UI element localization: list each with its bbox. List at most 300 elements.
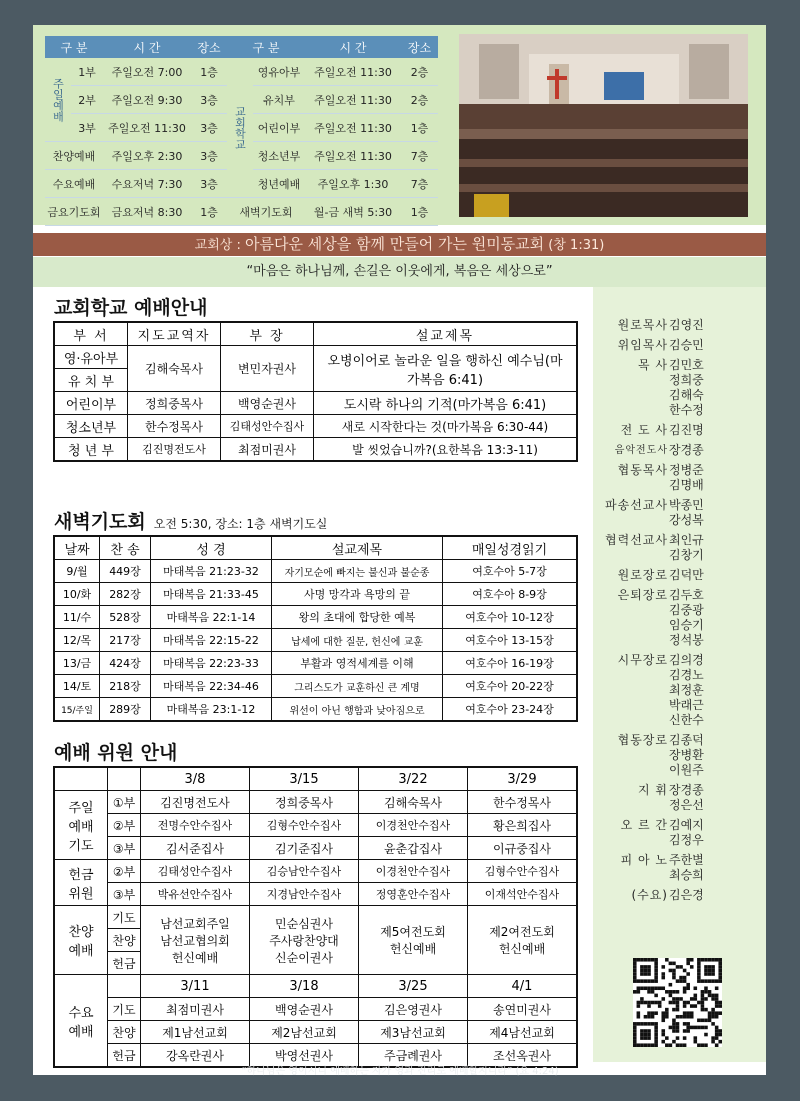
qr-module <box>651 990 655 994</box>
qr-module <box>637 1004 641 1008</box>
qr-module <box>672 962 676 966</box>
qr-module <box>669 990 673 994</box>
qr-module <box>640 979 644 983</box>
staff-name: 김정우 <box>669 833 704 847</box>
qr-module <box>679 1043 683 1047</box>
qr-module <box>644 1043 648 1047</box>
qr-module <box>654 994 658 998</box>
edu-sermon: 새로 시작한다는 것(마가복음 6:30-44) <box>314 415 578 438</box>
qr-module <box>683 969 687 973</box>
qr-module <box>694 1036 698 1040</box>
qr-module <box>647 972 651 976</box>
qr-module <box>676 1008 680 1012</box>
dawn-date: 15/주일 <box>54 698 100 722</box>
dawn-scripture: 마태복음 22:23-33 <box>151 652 272 675</box>
qr-module <box>644 972 648 976</box>
qr-module <box>715 1029 719 1033</box>
svc-part: 기도 <box>108 998 141 1021</box>
qr-module <box>718 962 722 966</box>
qr-module <box>679 976 683 980</box>
qr-module <box>686 1022 690 1026</box>
qr-module <box>676 990 680 994</box>
qr-module <box>701 1026 705 1030</box>
qr-module <box>708 972 712 976</box>
dawn-reading: 여호수아 13-15장 <box>443 629 578 652</box>
qr-module <box>718 958 722 962</box>
dawn-sermon: 왕의 초대에 합당한 예복 <box>272 606 443 629</box>
schedule-time: 금요저녁 8:30 <box>103 198 191 226</box>
qr-module <box>704 990 708 994</box>
schedule-time: 주일오후 2:30 <box>103 142 191 170</box>
svc-name: 백영순권사 <box>250 998 359 1021</box>
staff-role: 원로장로 <box>617 568 668 582</box>
qr-module <box>637 1011 641 1015</box>
qr-module <box>651 958 655 962</box>
qr-module <box>644 1036 648 1040</box>
svc-name: 김승남안수집사 <box>250 860 359 883</box>
qr-module <box>633 958 637 962</box>
svc-date: 3/15 <box>250 767 359 791</box>
qr-module <box>686 1026 690 1030</box>
qr-module <box>686 983 690 987</box>
svc-corner <box>108 767 141 791</box>
schedule-time: 주일오전 7:00 <box>103 58 191 86</box>
qr-module <box>715 1011 719 1015</box>
qr-module <box>644 1001 648 1005</box>
dawn-scripture: 마태복음 22:15-22 <box>151 629 272 652</box>
svc-corner <box>54 767 108 791</box>
qr-module <box>644 1022 648 1026</box>
qr-module <box>711 972 715 976</box>
qr-module <box>676 1015 680 1019</box>
qr-module <box>647 1015 651 1019</box>
edu-pastor: 한수정목사 <box>128 415 221 438</box>
qr-module <box>715 1015 719 1019</box>
qr-module <box>637 1001 641 1005</box>
qr-module <box>651 1001 655 1005</box>
qr-module <box>654 976 658 980</box>
praise-line: 남선교협의회 <box>160 933 230 948</box>
qr-module <box>640 958 644 962</box>
qr-module <box>711 1036 715 1040</box>
schedule-place: 7층 <box>401 170 438 198</box>
staff-role: 위임목사 <box>617 338 668 352</box>
qr-module <box>654 1036 658 1040</box>
qr-module <box>701 1008 705 1012</box>
wednesday-service-label: 수요예배 <box>54 975 108 1068</box>
qr-code-graphic <box>633 958 722 1047</box>
svc-name: 김진명전도사 <box>141 791 250 814</box>
qr-module <box>686 962 690 966</box>
qr-module <box>640 1043 644 1047</box>
svc-part: ②부 <box>108 814 141 837</box>
schedule-time: 주일오전 11:30 <box>305 86 401 114</box>
qr-module <box>694 994 698 998</box>
edu-dept: 청 년 부 <box>54 438 128 462</box>
staff-role: 은퇴장로 <box>617 588 668 602</box>
schedule-header: 장소 <box>191 36 227 58</box>
qr-module <box>676 1043 680 1047</box>
qr-module <box>704 1026 708 1030</box>
qr-module <box>708 994 712 998</box>
svc-name: 제2남선교회 <box>250 1021 359 1044</box>
qr-module <box>644 1033 648 1037</box>
qr-module <box>658 1004 662 1008</box>
offering-label: 헌금위원 <box>54 860 108 906</box>
qr-module <box>711 994 715 998</box>
qr-module <box>683 1015 687 1019</box>
qr-module <box>672 1019 676 1023</box>
svc-name: 김은영권사 <box>359 998 468 1021</box>
qr-module <box>633 969 637 973</box>
dawn-sermon: 그리스도가 교훈하신 큰 계명 <box>272 675 443 698</box>
schedule-time: 주일오전 11:30 <box>305 142 401 170</box>
qr-module <box>661 1019 665 1023</box>
staff-role: 전 도 사 <box>620 423 668 437</box>
qr-module <box>661 986 665 990</box>
staff-name: 박종민 <box>669 498 704 512</box>
qr-module <box>672 976 676 980</box>
qr-module <box>661 1011 665 1015</box>
qr-module <box>683 1029 687 1033</box>
sunday-prayer-label: 주일예배기도 <box>54 791 108 860</box>
edu-dept: 어린이부 <box>54 392 128 415</box>
praise-cell <box>359 906 468 975</box>
edu-pastor: 김진명전도사 <box>128 438 221 462</box>
staff-role: (수요) <box>631 888 668 902</box>
staff-row <box>578 443 738 458</box>
qr-module <box>644 969 648 973</box>
qr-module <box>686 972 690 976</box>
qr-module <box>718 1001 722 1005</box>
svc-name: 이경천안수집사 <box>359 860 468 883</box>
svc-name: 한수정목사 <box>468 791 578 814</box>
staff-name: 박래근 <box>669 698 704 712</box>
qr-module <box>637 1022 641 1026</box>
qr-module <box>694 1026 698 1030</box>
staff-name: 이원주 <box>669 763 704 777</box>
qr-module <box>697 958 701 962</box>
staff-name: 김진명 <box>669 423 704 437</box>
edu-head: 변민자권사 <box>221 346 314 392</box>
qr-module <box>640 1036 644 1040</box>
staff-name: 장병환 <box>669 748 704 762</box>
qr-module <box>647 958 651 962</box>
qr-module <box>633 972 637 976</box>
staff-name: 최인규 <box>669 533 704 547</box>
qr-module <box>658 986 662 990</box>
qr-module <box>697 1001 701 1005</box>
svc-name: 지경남안수집사 <box>250 883 359 906</box>
staff-name: 정석봉 <box>669 633 704 647</box>
qr-module <box>651 1043 655 1047</box>
edu-header: 지도교역자 <box>128 322 221 346</box>
qr-module <box>665 990 669 994</box>
qr-module <box>661 1033 665 1037</box>
svc-name: 박유선안수집사 <box>141 883 250 906</box>
qr-module <box>644 1015 648 1019</box>
dawn-date: 10/화 <box>54 583 100 606</box>
staff-role: 협력선교사 <box>605 533 668 547</box>
qr-module <box>679 997 683 1001</box>
qr-module <box>654 1043 658 1047</box>
qr-module <box>701 997 705 1001</box>
schedule-header: 시 간 <box>305 36 401 58</box>
qr-module <box>704 1043 708 1047</box>
qr-module <box>704 979 708 983</box>
qr-module <box>640 986 644 990</box>
qr-module <box>658 1001 662 1005</box>
qr-module <box>647 965 651 969</box>
qr-module <box>686 1029 690 1033</box>
schedule-place: 3층 <box>191 114 227 142</box>
qr-module <box>697 962 701 966</box>
staff-role: 오 르 간 <box>620 818 668 832</box>
svc-date: 3/11 <box>141 975 250 998</box>
edu-header: 설교제목 <box>314 322 578 346</box>
dawn-hymn: 217장 <box>100 629 151 652</box>
qr-module <box>683 1011 687 1015</box>
qr-module <box>686 1011 690 1015</box>
qr-module <box>686 1001 690 1005</box>
svc-name: 정희중목사 <box>250 791 359 814</box>
schedule-header: 장소 <box>401 36 438 58</box>
qr-module <box>718 965 722 969</box>
qr-module <box>704 1033 708 1037</box>
praise-line: 헌신예배 <box>389 942 437 956</box>
svc-part: ②부 <box>108 860 141 883</box>
staff-role: 원로목사 <box>617 318 668 332</box>
edu-pastor: 김해숙목사 <box>128 346 221 392</box>
qr-module <box>708 1011 712 1015</box>
qr-module <box>633 1022 637 1026</box>
dawn-reading: 여호수아 5-7장 <box>443 560 578 583</box>
qr-module <box>647 1022 651 1026</box>
qr-module <box>665 1043 669 1047</box>
edu-header: 부 서 <box>54 322 128 346</box>
dawn-title-text: 새벽기도회 <box>54 511 146 533</box>
schedule-place: 3층 <box>191 86 227 114</box>
qr-module <box>711 1040 715 1044</box>
dawn-scripture: 마태복음 21:23-32 <box>151 560 272 583</box>
staff-name: 최정훈 <box>669 683 704 697</box>
dawn-header: 설교제목 <box>272 536 443 560</box>
qr-module <box>715 979 719 983</box>
staff-role: 피 아 노 <box>620 853 668 867</box>
qr-module <box>654 986 658 990</box>
dawn-prayer-table <box>53 535 578 722</box>
staff-name: 김명배 <box>669 478 704 492</box>
dawn-reading: 여호수아 20-22장 <box>443 675 578 698</box>
qr-module <box>669 969 673 973</box>
qr-module <box>686 958 690 962</box>
qr-module <box>661 997 665 1001</box>
worship-schedule-table <box>45 36 438 226</box>
qr-module <box>637 986 641 990</box>
praise-line: 남선교회주일 <box>160 916 230 931</box>
staff-row <box>578 853 738 883</box>
staff-name: 김창기 <box>669 548 704 562</box>
qr-module <box>651 1015 655 1019</box>
qr-module <box>676 1036 680 1040</box>
staff-directory <box>578 318 738 908</box>
schedule-label: 영유아부 <box>253 58 305 86</box>
qr-module <box>718 969 722 973</box>
schedule-header-row <box>45 36 438 58</box>
qr-module <box>651 1011 655 1015</box>
dawn-date: 14/토 <box>54 675 100 698</box>
svc-part: 기도 <box>108 906 141 929</box>
svc-name: 김형수안수집사 <box>250 814 359 837</box>
qr-module <box>669 962 673 966</box>
dawn-sermon: 사명 망각과 욕망의 끝 <box>272 583 443 606</box>
schedule-label: 1부 <box>71 58 103 86</box>
qr-module <box>654 965 658 969</box>
svc-date: 3/25 <box>359 975 468 998</box>
dawn-date: 11/수 <box>54 606 100 629</box>
qr-module <box>647 986 651 990</box>
motto-prefix: 교회상 : <box>194 238 245 253</box>
staff-name: 김예지 <box>669 818 704 832</box>
qr-module <box>669 1043 673 1047</box>
qr-module <box>647 1029 651 1033</box>
qr-module <box>644 1029 648 1033</box>
schedule-place: 3층 <box>191 142 227 170</box>
staff-row <box>578 533 738 563</box>
staff-role: 파송선교사 <box>605 498 668 512</box>
staff-row <box>578 888 738 903</box>
qr-module <box>665 1036 669 1040</box>
qr-module <box>633 990 637 994</box>
qr-module <box>637 990 641 994</box>
qr-module <box>715 958 719 962</box>
qr-code[interactable] <box>633 958 722 1047</box>
qr-module <box>690 965 694 969</box>
qr-module <box>665 1008 669 1012</box>
qr-module <box>715 994 719 998</box>
qr-module <box>676 979 680 983</box>
qr-module <box>711 1015 715 1019</box>
qr-module <box>701 958 705 962</box>
svc-part: 헌금 <box>108 1044 141 1068</box>
staff-row <box>578 733 738 778</box>
schedule-label: 어린이부 <box>253 114 305 142</box>
qr-module <box>694 1004 698 1008</box>
svc-name: 제4남선교회 <box>468 1021 578 1044</box>
qr-module <box>633 962 637 966</box>
qr-module <box>701 994 705 998</box>
qr-module <box>690 1026 694 1030</box>
praise-line: 주사랑찬양대 <box>269 933 339 948</box>
qr-module <box>683 986 687 990</box>
edu-dept: 청소년부 <box>54 415 128 438</box>
staff-role: 목 사 <box>638 358 668 372</box>
qr-module <box>697 1043 701 1047</box>
staff-name: 김영진 <box>669 318 704 332</box>
schedule-label: 청소년부 <box>253 142 305 170</box>
staff-name: 김의경 <box>669 653 704 667</box>
schedule-header: 구 분 <box>227 36 305 58</box>
qr-module <box>640 1029 644 1033</box>
qr-module <box>715 997 719 1001</box>
qr-module <box>690 997 694 1001</box>
church-school-group: 교회학교 <box>227 58 253 198</box>
qr-module <box>644 979 648 983</box>
svc-name: 김태성안수집사 <box>141 860 250 883</box>
qr-module <box>715 986 719 990</box>
staff-role: 지 휘 <box>638 783 668 797</box>
qr-module <box>654 958 658 962</box>
qr-module <box>654 1001 658 1005</box>
qr-module <box>633 979 637 983</box>
church-school-table <box>53 321 578 462</box>
qr-module <box>718 1029 722 1033</box>
svc-name: 김해숙목사 <box>359 791 468 814</box>
dawn-date: 13/금 <box>54 652 100 675</box>
qr-module <box>679 965 683 969</box>
qr-module <box>661 976 665 980</box>
schedule-place: 3층 <box>191 170 227 198</box>
svc-name: 김기준집사 <box>250 837 359 860</box>
qr-module <box>701 1004 705 1008</box>
schedule-place: 1층 <box>191 58 227 86</box>
staff-name: 정희중 <box>669 373 704 387</box>
dawn-reading: 여호수아 23-24장 <box>443 698 578 722</box>
edu-head: 김태성안수집사 <box>221 415 314 438</box>
svc-part: ③부 <box>108 883 141 906</box>
schedule-header: 시 간 <box>103 36 191 58</box>
qr-module <box>718 1033 722 1037</box>
staff-name: 신한수 <box>669 713 704 727</box>
staff-name: 최승희 <box>669 868 704 882</box>
qr-module <box>640 1033 644 1037</box>
dawn-subtitle: 오전 5:30, 장소: 1층 새벽기도실 <box>153 517 328 531</box>
svc-date: 3/8 <box>141 767 250 791</box>
qr-module <box>661 965 665 969</box>
schedule-place: 1층 <box>401 198 438 226</box>
svc-date: 4/1 <box>468 975 578 998</box>
motto-reference: (창 1:31) <box>544 238 605 253</box>
svc-name: 강옥란권사 <box>141 1044 250 1068</box>
schedule-time: 주일오후 1:30 <box>305 170 401 198</box>
praise-cell <box>250 906 359 975</box>
schedule-time: 수요저녁 7:30 <box>103 170 191 198</box>
edu-sermon: 도시락 하나의 기적(마가복음 6:41) <box>314 392 578 415</box>
schedule-time: 주일오전 9:30 <box>103 86 191 114</box>
qr-module <box>651 1022 655 1026</box>
qr-module <box>718 979 722 983</box>
qr-module <box>661 1029 665 1033</box>
svc-part: 찬양 <box>108 1021 141 1044</box>
qr-module <box>715 1026 719 1030</box>
qr-module <box>661 1015 665 1019</box>
qr-module <box>640 965 644 969</box>
dawn-reading: 여호수아 8-9장 <box>443 583 578 606</box>
dawn-reading: 여호수아 16-19장 <box>443 652 578 675</box>
praise-line: 제5여전도회 <box>380 925 446 939</box>
qr-module <box>637 1015 641 1019</box>
qr-module <box>701 1019 705 1023</box>
qr-module <box>672 969 676 973</box>
qr-module <box>661 1040 665 1044</box>
svc-name: 송연미권사 <box>468 998 578 1021</box>
service-committee-title: 예배 위원 안내 <box>54 742 178 764</box>
svc-name: 제3남선교회 <box>359 1021 468 1044</box>
qr-module <box>665 1011 669 1015</box>
dawn-hymn: 282장 <box>100 583 151 606</box>
qr-module <box>711 958 715 962</box>
staff-row <box>578 358 738 418</box>
